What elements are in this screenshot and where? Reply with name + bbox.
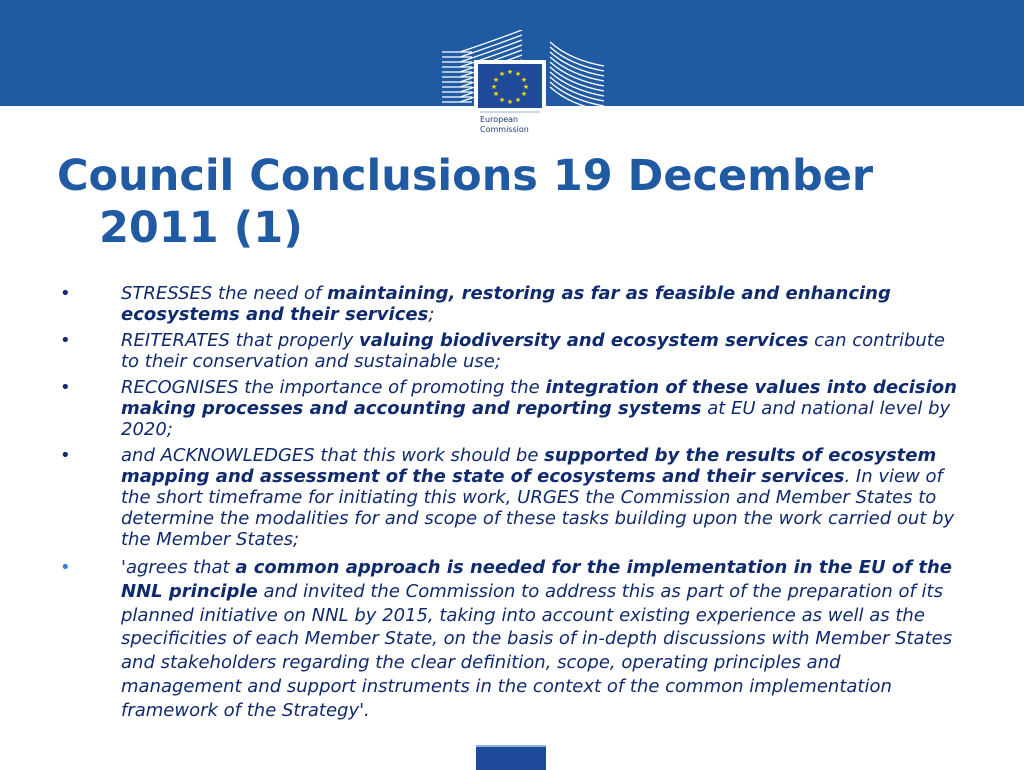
svg-text:★: ★ xyxy=(490,83,498,91)
bullet-text: . In view of the short timeframe for initiating this work, URGES the Commission and Member States to determine the modalities for and scope of these tasks building upon the work carried out by the Member States; xyxy=(121,466,955,550)
bullet-bold-text: supported by the results of ecosystem mapping and assessment of the state of ecosystems and their services xyxy=(121,445,937,487)
bullet-text: at EU and national level by 2020; xyxy=(121,398,951,440)
bullet-item xyxy=(0,283,963,325)
slide-title: Council Conclusions 19 December 2011 (1) xyxy=(57,151,874,253)
bullet-list xyxy=(0,283,1024,728)
svg-text:★: ★ xyxy=(492,76,500,84)
bullet-text: STRESSES the need of xyxy=(121,283,328,304)
svg-text:★: ★ xyxy=(514,70,522,78)
svg-text:★: ★ xyxy=(522,83,530,91)
logo-text-commission: Commission xyxy=(480,125,529,134)
bullet-bold-text: maintaining, restoring as far as feasible and enhancing ecosystems and their services xyxy=(121,283,891,325)
bullet-marker: • xyxy=(60,283,71,304)
bullet-text: ; xyxy=(428,304,435,325)
bullet-text: 'agrees that xyxy=(121,557,236,578)
svg-text:★: ★ xyxy=(506,98,514,106)
svg-text:★: ★ xyxy=(514,96,522,104)
bullet-text: REITERATES that properly xyxy=(121,330,359,351)
bullet-marker: • xyxy=(60,377,71,398)
svg-text:★: ★ xyxy=(520,90,528,98)
bullet-item xyxy=(0,556,963,723)
logo-text-european: European xyxy=(480,115,519,124)
bullet-text: and ACKNOWLEDGES that this work should be xyxy=(121,445,545,466)
svg-text:★: ★ xyxy=(506,68,514,76)
bullet-item xyxy=(0,377,963,440)
bullet-text: RECOGNISES the importance of promoting the xyxy=(121,377,546,398)
bullet-item xyxy=(0,445,963,550)
bullet-text: and invited the Commission to address this as part of the preparation of its planned initiative on NNL by 2015, taking into account existing experience as well as the specificities of each Member State, on the basis of in-depth discussions with Member States and stakeholders regarding the clear definition, scope, operating principles and management and support instruments in the context of the common implementation framework of the Strategy'. xyxy=(121,580,953,721)
svg-text:★: ★ xyxy=(520,76,528,84)
berlaymont-logo-icon xyxy=(440,30,606,142)
bullet-marker: • xyxy=(60,445,71,466)
svg-text:★: ★ xyxy=(498,70,506,78)
bullet-bold-text: valuing biodiversity and ecosystem services xyxy=(358,330,809,351)
bullet-marker: • xyxy=(60,557,71,578)
european-commission-logo xyxy=(440,30,606,142)
bullet-bold-text: a common approach is needed for the implementation in the EU of the NNL principle xyxy=(121,557,953,602)
bullet-marker: • xyxy=(60,330,71,351)
eu-flag-strip xyxy=(476,745,546,770)
svg-text:★: ★ xyxy=(498,96,506,104)
bullet-item xyxy=(0,330,963,372)
svg-text:★: ★ xyxy=(492,90,500,98)
bullet-bold-text: integration of these values into decision making processes and accounting and reporting systems xyxy=(121,377,957,419)
bullet-text: can contribute to their conservation and sustainable use; xyxy=(121,330,945,372)
